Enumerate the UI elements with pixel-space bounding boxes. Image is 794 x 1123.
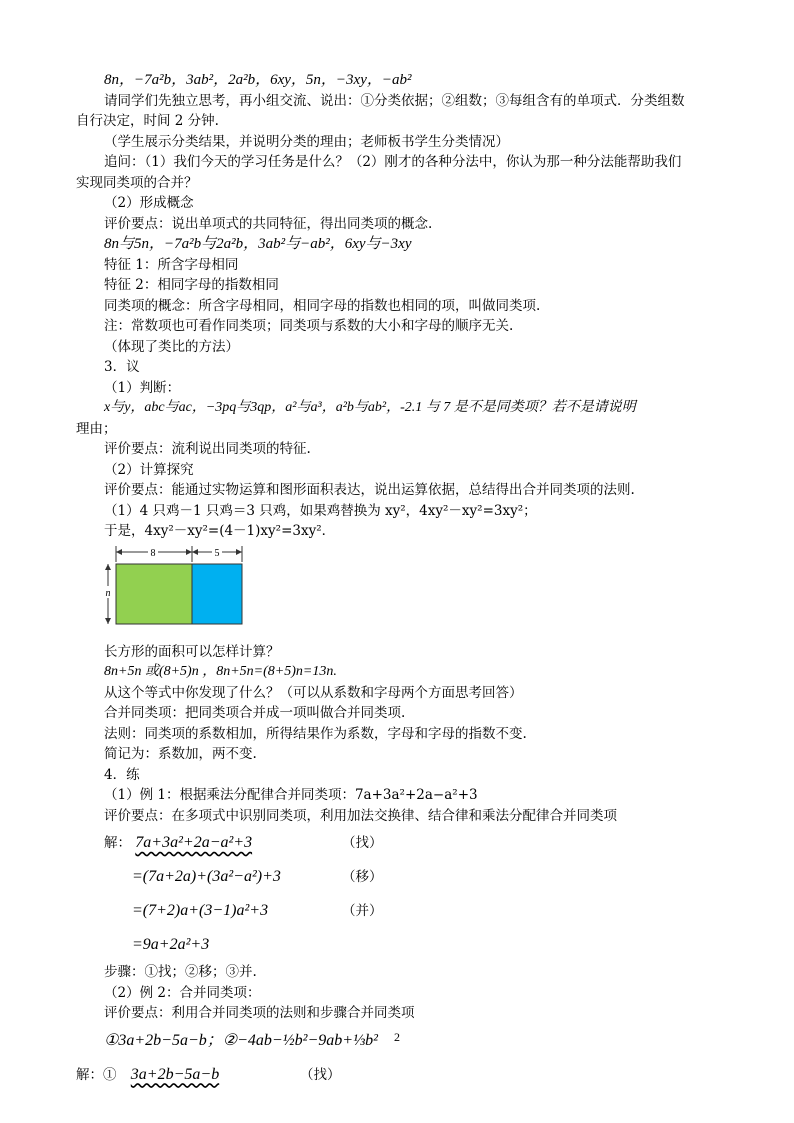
rectangle-area-figure: [104, 544, 722, 636]
paragraph-line: 评价要点：利用合并同类项的法则和步骤合并同类项: [104, 1005, 415, 1021]
solution-prefix: 解：: [104, 835, 131, 851]
paragraph-line: 理由；: [76, 420, 117, 437]
solution-expr: 7a+3a²+2a−a²+3: [135, 834, 253, 851]
paragraph-line: 追问：（1）我们今天的学习任务是什么？（2）刚才的各种分法中，你认为那一种分法能帮助我们: [104, 154, 682, 170]
example-2-exercises: ①3a+2b−5a−b；②−4ab−½b²−9ab+⅓b²: [104, 1031, 378, 1049]
page-number: 2: [394, 1030, 400, 1044]
feature-line: 特征 2：相同字母的指数相同: [104, 277, 279, 293]
paragraph-line: 从这个等式中你发现了什么？（可以从系数和字母两个方面思考回答）: [104, 684, 523, 701]
solution-expr: =(7a+2a)+(3a²−a²)+3: [132, 868, 281, 885]
arrow-head: [192, 549, 198, 555]
paragraph-line: （1）4 只鸡－1 只鸡＝3 只鸡，如果鸡替换为 xy²，4xy²－xy²=3xy²；: [104, 502, 537, 519]
paragraph-line: 评价要点：流利说出同类项的特征.: [104, 441, 311, 457]
rectangle-left: [116, 564, 192, 624]
definition-line: 合并同类项：把同类项合并成一项叫做合并同类项.: [104, 705, 406, 721]
section-heading: 4．练: [104, 766, 140, 783]
solution-expr: 3a+2b−5a−b: [130, 1065, 220, 1083]
arrow-head: [186, 549, 192, 555]
rectangle-right: [192, 564, 242, 624]
solution-expr: =(7+2)a+(3−1)a²+3: [132, 902, 269, 919]
feature-line: 特征 1：所含字母相同: [104, 256, 239, 273]
solution-step: [104, 894, 722, 928]
paragraph-line: （体现了类比的方法）: [104, 338, 239, 355]
solution-expr: =9a+2a²+3: [132, 936, 210, 953]
solution-step: [104, 860, 722, 894]
paragraph-line: 于是，4xy²－xy²=(4－1)xy²=3xy²．: [104, 523, 336, 539]
paragraph-line: 评价要点：说出单项式的共同特征，得出同类项的概念.: [104, 215, 433, 232]
solution-2: [76, 1058, 722, 1092]
label-side: n: [105, 587, 111, 599]
example-1-line: （1）例 1：根据乘法分配律合并同类项：7a+3a²+2a−a²+3: [104, 787, 478, 803]
step-label: （找）: [342, 835, 383, 851]
content-body: [76, 70, 722, 1092]
area-expression: 8n+5n 或(8+5)n ，8n+5n=(8+5)n=13n.: [104, 664, 337, 679]
solution-step: [104, 928, 722, 962]
solution-prefix: 解：①: [76, 1066, 117, 1083]
steps-summary: 步骤：①找；②移；③并.: [104, 964, 257, 980]
example-2-line: （2）例 2：合并同类项：: [104, 984, 261, 1001]
paragraph-line: 评价要点：在多项式中识别同类项，利用加法交换律、结合律和乘法分配律合并同类项: [104, 807, 617, 824]
section-heading: （1）判断：: [104, 379, 181, 396]
step-label: （找）: [300, 1066, 341, 1083]
section-heading: （2）计算探究: [104, 461, 194, 478]
arrow-head: [236, 549, 242, 555]
rectangle-diagram: [104, 544, 264, 636]
monomial-list: 8n，−7a²b，3ab²，2a²b，6xy，5n，−3xy，−ab²: [104, 72, 412, 88]
section-heading: （2）形成概念: [104, 195, 194, 211]
paragraph-line: （学生展示分类结果，并说明分类的理由；老师板书学生分类情况）: [104, 133, 509, 150]
arrow-head: [116, 549, 122, 555]
note-line: 注：常数项也可看作同类项；同类项与系数的大小和字母的顺序无关.: [104, 318, 514, 334]
judge-question: x与y，abc与ac，−3pq与3qp，a²与a³，a²b与ab²，-2.1 与 7 是不是同类项？若不是请说明: [104, 400, 636, 415]
step-label: （移）: [342, 869, 383, 885]
paragraph-line: 请同学们先独立思考，再小组交流、说出：①分类依据；②组数；③每组含有的单项式．分类组数: [104, 92, 685, 109]
step-label: （并）: [342, 903, 383, 919]
paragraph-line: 长方形的面积可以怎样计算？: [104, 643, 280, 660]
label-right: 5: [214, 547, 220, 559]
rule-line: 法则：同类项的系数相加，所得结果作为系数，字母和字母的指数不变.: [104, 725, 527, 742]
paragraph-line: 简记为：系数加，两不变.: [104, 746, 257, 762]
solution-step: [104, 826, 722, 860]
paragraph-line: 自行决定，时间 2 分钟.: [76, 113, 219, 129]
like-terms-pairs: 8n与5n，−7a²b与2a²b，3ab²与−ab²，6xy与−3xy: [104, 236, 412, 252]
section-heading: 3．议: [104, 359, 140, 375]
paragraph-line: 实现同类项的合并？: [76, 174, 198, 191]
solution-1: [104, 826, 722, 962]
paragraph-line: 评价要点：能通过实物运算和图形面积表达，说出运算依据，总结得出合并同类项的法则.: [104, 482, 635, 498]
definition-line: 同类项的概念：所含字母相同，相同字母的指数也相同的项，叫做同类项.: [104, 297, 541, 314]
label-left: 8: [150, 547, 156, 559]
